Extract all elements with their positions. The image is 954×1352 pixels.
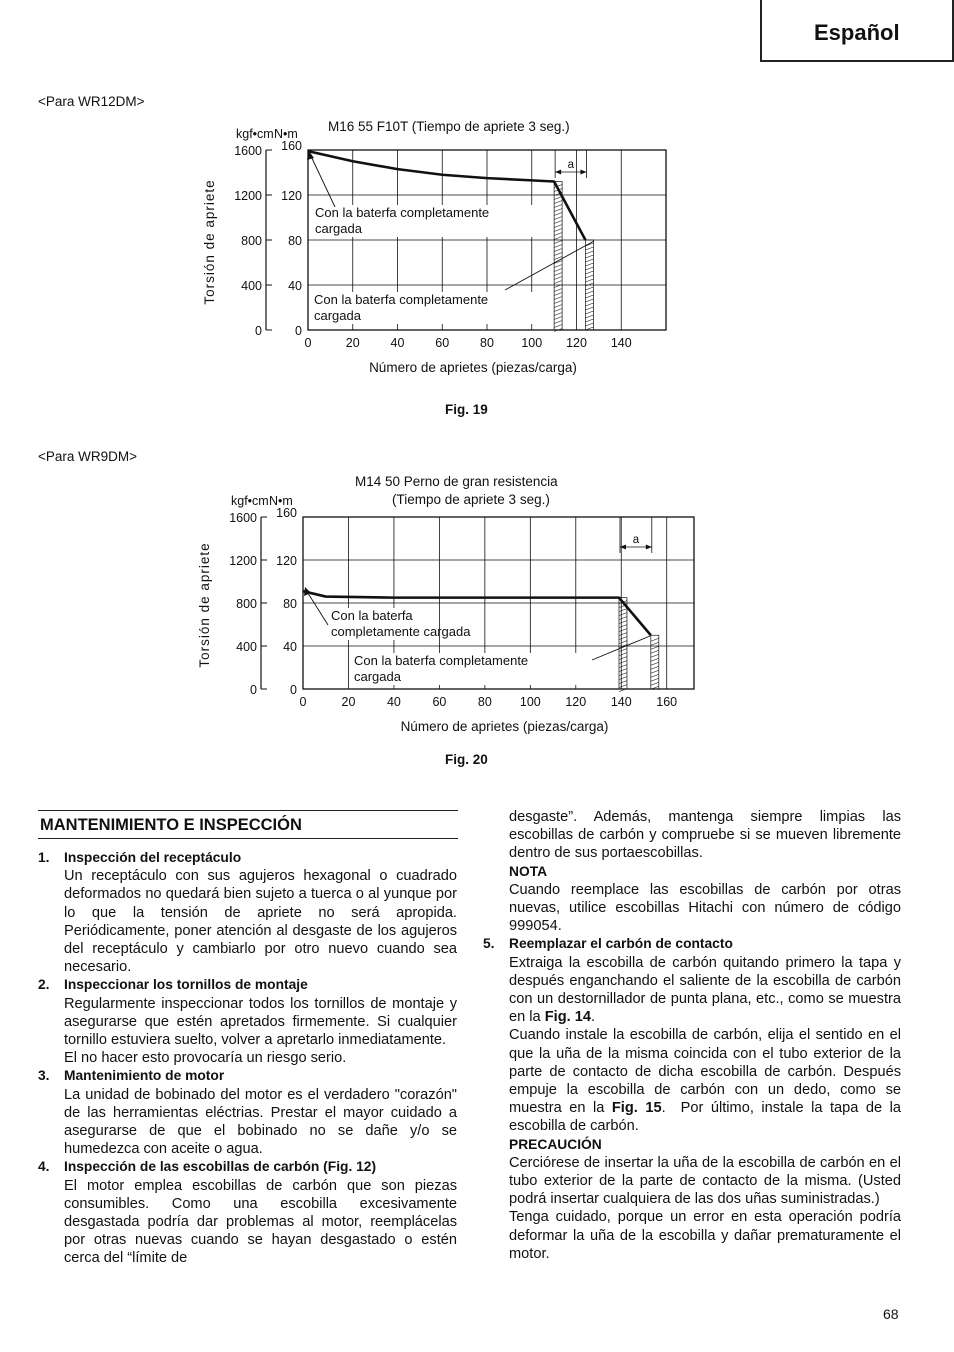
figure-19-caption: Fig. 19 bbox=[445, 402, 488, 417]
kgf-tick-label: 800 bbox=[236, 597, 257, 611]
x-tick-label: 20 bbox=[341, 695, 356, 709]
item-2-title: 2. Inspeccionar los tornillos de montaje bbox=[38, 977, 308, 993]
chart-title: M14 50 Perno de gran resistencia bbox=[355, 474, 558, 489]
x-tick-label: 140 bbox=[610, 336, 632, 350]
kgf-tick-label: 1600 bbox=[229, 511, 257, 525]
annotation-2-line1: Con la baterfa completamente bbox=[314, 292, 489, 307]
hatch-band bbox=[651, 635, 659, 689]
nm-tick-label: 0 bbox=[295, 324, 302, 338]
y-axis-label: Torsión de apriete bbox=[197, 542, 212, 668]
item-5-title: 5. Reemplazar el carbón de contacto bbox=[483, 936, 733, 952]
item-3-body: La unidad de bobinado del motor es el verdadero "corazón" de las herramientas eléctrias. Prestar el mayor cuidado a asegurarse de que el bobinado no se dañe y/o se humedezca con aceite o agua. bbox=[64, 1086, 457, 1158]
x-tick-label: 40 bbox=[390, 336, 405, 350]
annotation-2-line1: Con la baterfa completamente bbox=[354, 653, 529, 668]
note-title: NOTA bbox=[509, 863, 548, 879]
annotation-2-leader bbox=[505, 241, 594, 290]
chart-title: M16 55 F10T (Tiempo de apriete 3 seg.) bbox=[328, 119, 570, 134]
item-2-body: Regularmente inspeccionar todos los tornillos de montaje y asegurarse que estén apretados firmemente. Si cualquier tornillo estuviera suelto, volver a apretarlo inmediatamente. bbox=[64, 995, 457, 1049]
section-title: MANTENIMIENTO E INSPECCIÓN bbox=[38, 810, 458, 839]
x-tick-label: 60 bbox=[435, 336, 450, 350]
page-number: 68 bbox=[883, 1306, 899, 1322]
note-body: Cuando reemplace las escobillas de carbón por otras nuevas, utilice escobillas Hitachi con número de código 999054. bbox=[509, 881, 901, 935]
left-column bbox=[38, 849, 457, 1269]
language-label: Español bbox=[814, 20, 900, 45]
item-1-body: Un receptáculo con sus agujeros hexagonal o cuadrado deformados no quedará bien sujeto a tuerca o al yunque por lo que la tensión de apriete no será apropida. Periódicamente, poner atención al desgaste de los agujeros del receptáculo y cambiarlo por otro nuevo cuando sea necesario. bbox=[64, 868, 457, 976]
x-axis-label: Número de aprietes (piezas/carga) bbox=[400, 719, 609, 734]
nm-unit-label: N•m bbox=[269, 494, 293, 508]
nm-tick-label: 160 bbox=[276, 506, 297, 520]
figure-20-chart bbox=[180, 465, 720, 740]
item-4-body-continued: desgaste”. Además, mantenga siempre limpias las escobillas de carbón y compruebe si se mueven libremente dentro de sus portaescobillas. bbox=[509, 809, 901, 862]
kgf-tick-label: 0 bbox=[250, 683, 257, 697]
caution-body: Cerciórese de insertar la uña de la escobilla de carbón en el tubo exterior de la parte de contacto de la misma. (Usted podrá insertar cualquiera de las dos uñas suministradas.) bbox=[509, 1154, 901, 1208]
item-4-title: 4. Inspección de las escobillas de carbón (Fig. 12) bbox=[38, 1159, 377, 1175]
nm-tick-label: 80 bbox=[288, 234, 302, 248]
dimension-arrow-left bbox=[555, 170, 561, 175]
caution-title: PRECAUCIÓN bbox=[509, 1136, 602, 1152]
nm-unit-label: N•m bbox=[274, 127, 298, 141]
x-tick-label: 80 bbox=[480, 336, 494, 350]
item-5-body-2: Cuando instale la escobilla de carbón, elija el sentido en el que la uña de la misma coincida con el tubo exterior de la parte de contacto de dicha escobilla de carbón. Después empuje la escobilla de carbón con un dedo, como se muestra en la Fig. 15. Por último, instale la tapa de la escobilla de carbón. bbox=[509, 1027, 902, 1135]
x-tick-label: 100 bbox=[521, 336, 543, 350]
annotation-1-leader bbox=[310, 154, 335, 207]
fig-14-ref: Fig. 14 bbox=[544, 1009, 591, 1026]
right-column bbox=[483, 808, 902, 1263]
dimension-arrow-right bbox=[646, 545, 652, 550]
hatch-band bbox=[554, 182, 562, 332]
nm-tick-label: 40 bbox=[283, 640, 297, 654]
item-5-body: Extraiga la escobilla de carbón quitando primero la tapa y después enganchando el saliente de la escobilla de carbón con un destornillador de punta plana, etc., como se muestra en la Fig. 14. bbox=[509, 954, 901, 1026]
x-axis-label: Número de aprietes (piezas/carga) bbox=[369, 360, 577, 375]
nm-tick-label: 120 bbox=[281, 189, 302, 203]
nm-tick-label: 160 bbox=[281, 139, 302, 153]
chart-title-line2: (Tiempo de apriete 3 seg.) bbox=[392, 492, 550, 507]
x-tick-label: 120 bbox=[565, 695, 587, 709]
figure-19-model-label: <Para WR12DM> bbox=[38, 94, 145, 109]
annotation-1-line1: Con la baterfa bbox=[331, 608, 413, 623]
kgf-tick-label: 1600 bbox=[234, 144, 262, 158]
dimension-arrow-right bbox=[580, 170, 586, 175]
annotation-1-line2: completamente cargada bbox=[331, 624, 471, 639]
nm-tick-label: 40 bbox=[288, 279, 302, 293]
kgf-tick-label: 400 bbox=[236, 640, 257, 654]
y-axis-label: Torsión de apriete bbox=[202, 179, 217, 305]
language-tab bbox=[760, 0, 954, 62]
annotation-1-line1: Con la baterfa completamente bbox=[315, 205, 490, 220]
nm-tick-label: 80 bbox=[283, 597, 297, 611]
nm-tick-label: 0 bbox=[290, 683, 297, 697]
dimension-label-a: a bbox=[632, 534, 640, 546]
x-tick-label: 0 bbox=[299, 695, 307, 709]
fig-15-ref: Fig. 15 bbox=[611, 1100, 662, 1117]
annotation-2-line2: cargada bbox=[314, 308, 361, 323]
x-tick-label: 60 bbox=[432, 695, 447, 709]
item-3-title: 3. Mantenimiento de motor bbox=[38, 1068, 225, 1084]
x-tick-label: 160 bbox=[656, 695, 678, 709]
nm-tick-label: 120 bbox=[276, 554, 297, 568]
kgf-tick-label: 1200 bbox=[234, 189, 262, 203]
kgf-tick-label: 400 bbox=[241, 279, 262, 293]
caution-body-2: Tenga cuidado, porque un error en esta operación podría deformar la uña de la escobilla y dañar prematuramente el motor. bbox=[509, 1209, 901, 1262]
x-tick-label: 20 bbox=[345, 336, 360, 350]
annotation-2-line2: cargada bbox=[354, 669, 401, 684]
kgf-tick-label: 800 bbox=[241, 234, 262, 248]
hatch-band bbox=[619, 598, 627, 692]
figure-20-model-label: <Para WR9DM> bbox=[38, 449, 138, 464]
x-tick-label: 0 bbox=[304, 336, 312, 350]
annotation-1-line2: cargada bbox=[315, 221, 362, 236]
kgf-unit-label: kgf•cm bbox=[231, 494, 269, 508]
dimension-label-a: a bbox=[567, 159, 574, 171]
kgf-tick-label: 1200 bbox=[229, 554, 257, 568]
kgf-unit-label: kgf•cm bbox=[236, 127, 274, 141]
x-tick-label: 120 bbox=[566, 336, 587, 350]
item-1-title: 1. Inspección del receptáculo bbox=[38, 850, 242, 865]
figure-20-caption: Fig. 20 bbox=[445, 752, 488, 767]
x-tick-label: 100 bbox=[519, 695, 541, 709]
item-4-body: El motor emplea escobillas de carbón que son piezas consumibles. Como una escobilla excesivamente desgastada podría dar problemas al motor, reemplácelas por otras nuevas cuando se hayan desgastado o estén cerca del “límite de bbox=[64, 1177, 457, 1267]
item-2-body-warning: El no hacer esto provocaría un riesgo serio. bbox=[64, 1050, 347, 1067]
x-tick-label: 40 bbox=[386, 695, 401, 709]
figure-19-chart bbox=[180, 110, 700, 380]
kgf-tick-label: 0 bbox=[255, 324, 262, 338]
x-tick-label: 80 bbox=[477, 695, 492, 709]
x-tick-label: 140 bbox=[610, 695, 632, 709]
